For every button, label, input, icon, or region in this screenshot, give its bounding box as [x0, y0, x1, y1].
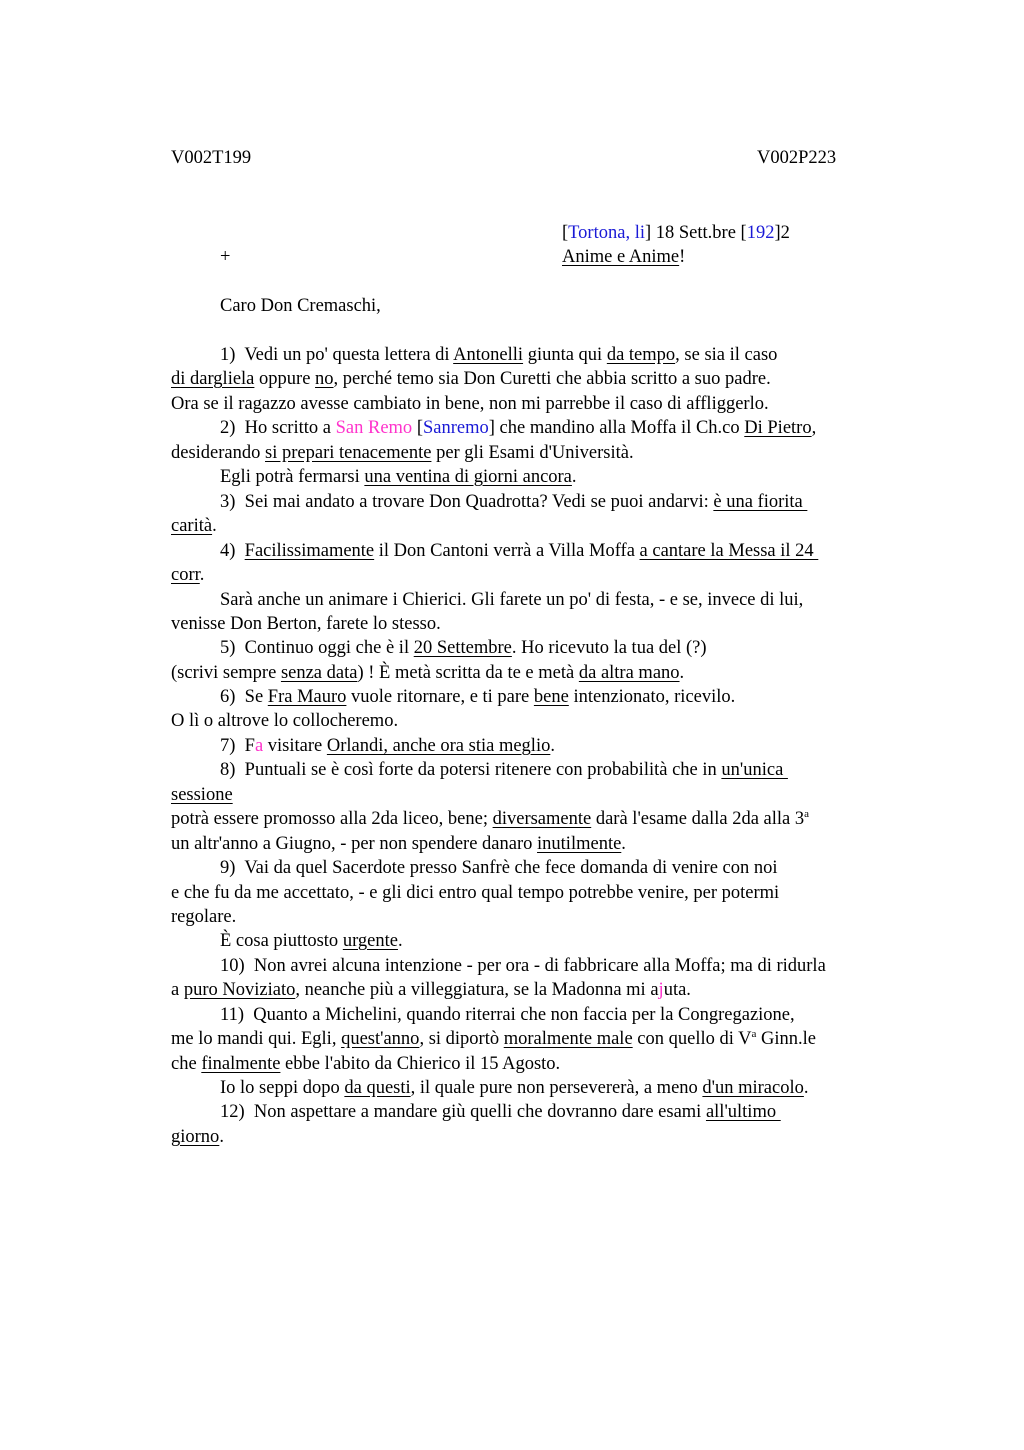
- item-1-line-1: 1) Vedi un po' questa lettera di Antonelli giunta qui da tempo, se sia il caso: [220, 345, 778, 365]
- item-4-line-4: venisse Don Berton, farete lo stesso.: [171, 614, 441, 634]
- item-10-line-1: 10) Non avrei alcuna intenzione - per ora - di fabbricare alla Moffa; ma di ridurla: [220, 956, 826, 976]
- item-1-line-2: di dargliela oppure no, perché temo sia Don Curetti che abbia scritto a suo padre.: [171, 369, 771, 389]
- item-5-line-1: 5) Continuo oggi che è il 20 Settembre. Ho ricevuto la tua del (?): [220, 638, 707, 658]
- archive-code-left: V002T199: [171, 148, 252, 168]
- item-3-line-1: 3) Sei mai andato a trovare Don Quadrotta? Vedi se puoi andarvi: è una fiorita: [220, 492, 808, 512]
- item-12-line-2: giorno.: [171, 1127, 224, 1147]
- item-2-line-1: 2) Ho scritto a San Remo [Sanremo] che mandino alla Moffa il Ch.co Di Pietro,: [220, 418, 817, 438]
- item-4-line-1: 4) Facilissimamente il Don Cantoni verrà a Villa Moffa a cantare la Messa il 24: [220, 541, 819, 561]
- item-8-line-3: potrà essere promosso alla 2da liceo, bene; diversamente darà l'esame dalla 2da alla 3$^a$: [171, 808, 810, 829]
- item-7: 7) Fa visitare Orlandi, anche ora stia meglio.: [220, 736, 555, 756]
- item-9-line-2: e che fu da me accettato, - e gli dici entro qual tempo potrebbe venire, per potermi: [171, 883, 780, 903]
- item-8-line-2: sessione: [171, 785, 233, 805]
- item-11-line-2: me lo mandi qui. Egli, quest'anno, si diportò moralmente male con quello di $V^a$ Ginn.le: [171, 1028, 817, 1049]
- item-5-line-2: (scrivi sempre senza data) ! È metà scritta da te e metà da altra mano.: [171, 663, 685, 683]
- item-11-line-3: che finalmente ebbe l'abito da Chierico il 15 Agosto.: [171, 1054, 561, 1074]
- item-8-line-4: un altr'anno a Giugno, - per non spendere danaro inutilmente.: [171, 834, 626, 854]
- item-3-line-2: carità.: [171, 516, 217, 536]
- motto: Anime e Anime!: [562, 247, 686, 267]
- salutation: Caro Don Cremaschi,: [220, 296, 381, 316]
- item-2-line-3: Egli potrà fermarsi una ventina di giorni ancora.: [220, 467, 577, 487]
- cross-symbol: +: [220, 247, 231, 267]
- item-2-line-2: desiderando si prepari tenacemente per gli Esami d'Università.: [171, 443, 634, 463]
- item-1-line-3: Ora se il ragazzo avesse cambiato in bene, non mi parrebbe il caso di affliggerlo.: [171, 394, 769, 414]
- item-9-line-1: 9) Vai da quel Sacerdote presso Sanfrè che fece domanda di venire con noi: [220, 858, 778, 878]
- item-4-line-3: Sarà anche un animare i Chierici. Gli farete un po' di festa, - e se, invece di lui,: [220, 590, 804, 610]
- item-9-line-3: regolare.: [171, 907, 237, 927]
- item-10-line-2: a puro Noviziato, neanche più a villeggiatura, se la Madonna mi ajuta.: [171, 980, 691, 1000]
- item-8-line-1: 8) Puntuali se è così forte da potersi ritenere con probabilità che in un'unica: [220, 760, 788, 780]
- archive-code-right: V002P223: [757, 148, 837, 168]
- item-12-line-1: 12) Non aspettare a mandare giù quelli che dovranno dare esami all'ultimo: [220, 1102, 781, 1122]
- item-9-line-4: È cosa piuttosto urgente.: [220, 931, 403, 951]
- dateline: [Tortona, li] 18 Sett.bre [192]2: [562, 223, 790, 243]
- item-6-line-1: 6) Se Fra Mauro vuole ritornare, e ti pare bene intenzionato, ricevilo.: [220, 687, 736, 707]
- item-11-line-1: 11) Quanto a Michelini, quando riterrai che non faccia per la Congregazione,: [220, 1005, 795, 1025]
- item-11-line-4: Io lo seppi dopo da questi, il quale pure non persevererà, a meno d'un miracolo.: [220, 1078, 809, 1098]
- item-6-line-2: O lì o altrove lo collocheremo.: [171, 711, 399, 731]
- item-4-line-2: corr.: [171, 565, 205, 585]
